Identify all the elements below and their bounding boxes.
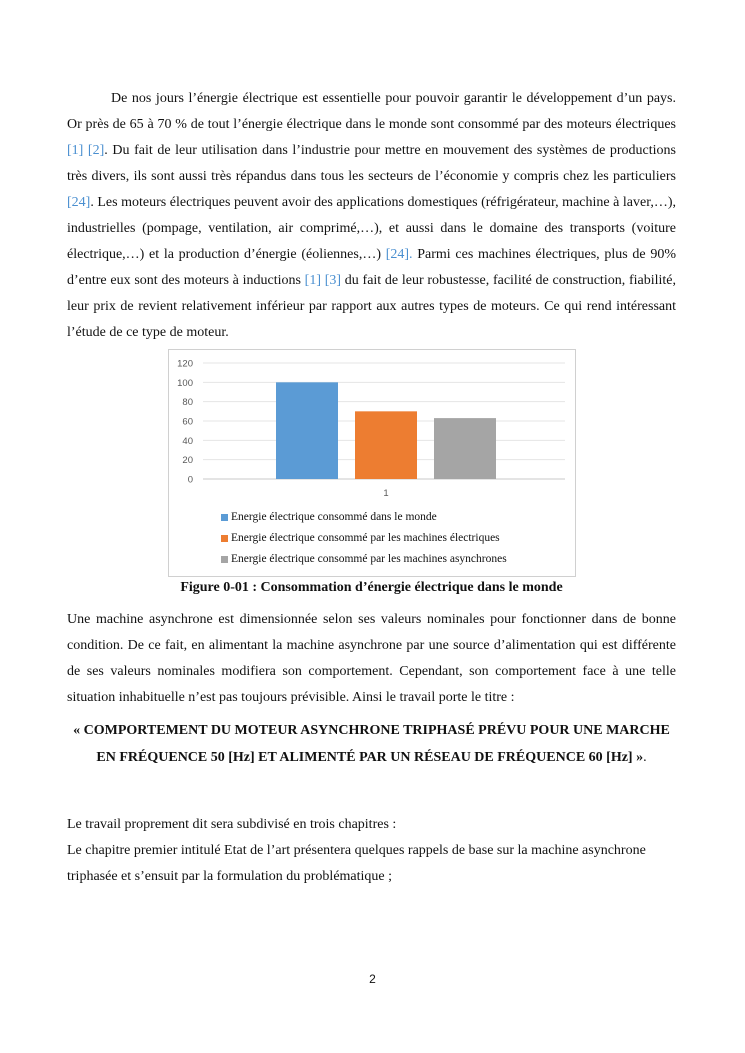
bar-series-1 xyxy=(276,382,338,479)
legend-item-monde xyxy=(221,507,507,528)
y-tick-label: 40 xyxy=(182,435,193,447)
citation-ref[interactable]: [1] [3] xyxy=(304,273,342,288)
chart-legend xyxy=(221,507,507,570)
y-tick-label: 100 xyxy=(177,377,193,389)
work-title-end: . xyxy=(643,750,647,765)
chapter-one-description: Le chapitre premier intitulé Etat de l’art présentera quelques rappels de base sur la machine asynchrone triphasée et s’ensuit par la formulation du problématique ; xyxy=(67,843,646,884)
chapters-intro: Le travail proprement dit sera subdivisé en trois chapitres : xyxy=(67,817,397,832)
chapters-paragraph xyxy=(67,812,676,890)
bar-series-2 xyxy=(355,411,417,479)
intro-paragraph xyxy=(67,86,676,346)
intro-text-2: . Du fait de leur utilisation dans l’industrie pour mettre en mouvement des systèmes de productions très divers, ils sont aussi très répandus dans tous les secteurs de l’économie y compris chez les particuliers xyxy=(67,143,676,184)
page-number: 2 xyxy=(369,972,376,986)
legend-swatch xyxy=(221,556,228,563)
y-tick-label: 120 xyxy=(177,358,193,370)
legend-label: Energie électrique consommé par les machines électriques xyxy=(231,532,500,544)
intro-text-4: Parmi ces machines électriques, plus de 90% d’entre eux sont des moteurs à inductions xyxy=(67,247,676,288)
legend-swatch xyxy=(221,514,228,521)
citation-ref[interactable]: [24]. xyxy=(385,247,413,262)
citation-ref[interactable]: [24] xyxy=(67,195,91,210)
legend-item-machines-asynchrones xyxy=(221,549,507,570)
figure-caption: Figure 0-01 : Consommation d’énergie électrique dans le monde xyxy=(180,580,563,595)
y-tick-label: 60 xyxy=(182,416,193,428)
intro-text-5: du fait de leur robustesse, facilité de construction, fiabilité, leur prix de revient relativement inférieur par rapport aux autres types de moteurs. Ce qui rend intéressant l’étude de ce type de moteur. xyxy=(67,273,676,340)
bar-series-3 xyxy=(434,418,496,479)
body-paragraph: Une machine asynchrone est dimensionnée selon ses valeurs nominales pour fonctionner dans de bonne condition. De ce fait, en alimentant la machine asynchrone par une source d’alimentation qui est différente de ses valeurs nominales modifiera son comportement. Cependant, son comportement face à une telle situation inhabituelle n’est pas toujours prévisible. Ainsi le travail porte le titre : xyxy=(67,612,676,705)
y-tick-label: 20 xyxy=(182,455,193,467)
x-category-label: 1 xyxy=(383,488,389,499)
legend-label: Energie électrique consommé dans le monde xyxy=(231,511,437,523)
work-title xyxy=(67,717,676,771)
intro-text-3: . Les moteurs électriques peuvent avoir des applications domestiques (réfrigérateur, machine à laver,…), industrielles (pompage, ventilation, air comprimé,…), et aussi dans le domaine des transports (voiture électrique,…) et la production d’énergie (éoliennes,…) xyxy=(67,195,676,262)
y-tick-label: 0 xyxy=(187,474,193,486)
legend-label: Energie électrique consommé par les machines asynchrones xyxy=(231,553,507,565)
intro-text-1: De nos jours l’énergie électrique est essentielle pour pouvoir garantir le développement d’un pays. Or près de 65 à 70 % de tout l’énergie électrique dans le monde sont consommé par des moteurs électriques xyxy=(67,91,676,132)
y-tick-label: 80 xyxy=(182,397,193,409)
citation-ref[interactable]: [1] [2] xyxy=(67,143,105,158)
legend-item-machines-electriques xyxy=(221,528,507,549)
energy-bar-chart xyxy=(168,349,576,577)
work-title-text: « COMPORTEMENT DU MOTEUR ASYNCHRONE TRIPHASÉ PRÉVU POUR UNE MARCHE EN FRÉQUENCE 50 [Hz] ET ALIMENTÉ PAR UN RÉSEAU DE FRÉQUENCE 60 [Hz] » xyxy=(73,723,670,765)
legend-swatch xyxy=(221,535,228,542)
